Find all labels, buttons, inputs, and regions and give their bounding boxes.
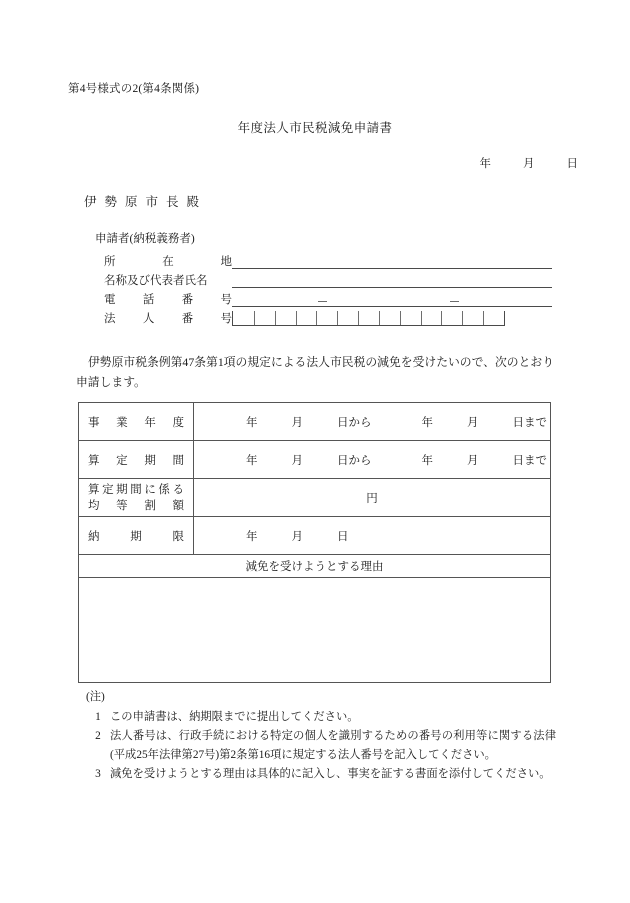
due-date-value-cell[interactable] — [194, 517, 551, 555]
calc-from-year: 年 — [246, 454, 258, 467]
corporate-number-cell-divider — [483, 311, 484, 325]
applicant-address-label: 所在地 — [104, 256, 232, 268]
calculation-period-label: 算定期間 — [88, 454, 184, 467]
note-text-3: 減免を受けようとする理由は具体的に記入し、事実を証する書面を添付してください。 — [110, 768, 551, 780]
calculation-period-value-cell[interactable] — [194, 441, 551, 479]
corporate-number-boxes[interactable] — [232, 311, 505, 326]
applicant-phone-input[interactable] — [232, 290, 552, 307]
due-date-label: 納期限 — [88, 530, 184, 543]
table-row-percapita-amount — [79, 479, 551, 517]
corporate-number-cell-divider — [400, 311, 401, 325]
corporate-number-cell-divider — [337, 311, 338, 325]
notes-title: (注) — [86, 691, 105, 703]
calc-to-month: 月 — [467, 454, 479, 467]
fiscal-year-value-cell[interactable] — [194, 403, 551, 441]
application-details-table — [78, 402, 551, 683]
corporate-number-cell-divider — [316, 311, 317, 325]
reason-textarea[interactable] — [79, 578, 551, 683]
applicant-address-input[interactable] — [232, 252, 552, 269]
calculation-period-label-cell — [79, 441, 194, 479]
fiscal-year-from-month: 月 — [291, 416, 303, 429]
note-text-1: この申請書は、納期限までに提出してください。 — [110, 711, 359, 723]
applicant-corporate-number-label: 法人番号 — [104, 313, 232, 325]
corporate-number-cell-divider — [379, 311, 380, 325]
note-item-3 — [86, 765, 556, 784]
due-date-fields — [194, 528, 550, 544]
applicant-address-row — [104, 252, 552, 271]
request-paragraph — [76, 352, 554, 392]
phone-dash-1-icon — [318, 301, 327, 302]
fiscal-year-to-day: 日まで — [512, 416, 547, 429]
note-number-1: 1 — [95, 711, 101, 723]
table-row-calculation-period — [79, 441, 551, 479]
table-row-due-date — [79, 517, 551, 555]
fiscal-year-to-month: 月 — [467, 416, 479, 429]
fiscal-year-from-day: 日から — [337, 416, 372, 429]
table-row-fiscal-year — [79, 403, 551, 441]
applicant-name-input[interactable] — [232, 271, 552, 288]
fiscal-year-from-year: 年 — [246, 416, 258, 429]
document-date-line — [0, 155, 578, 171]
fiscal-year-label: 事業年度 — [88, 416, 184, 429]
page-title: 年度法人市民税減免申請書 — [237, 121, 393, 135]
percapita-amount-unit: 円 — [366, 492, 378, 505]
date-day-label: 日 — [566, 158, 578, 170]
corporate-number-cell-divider — [275, 311, 276, 325]
addressee-label: 伊勢原市長殿 — [84, 195, 208, 209]
corporate-number-cell-divider — [462, 311, 463, 325]
corporate-number-cell-divider — [296, 311, 297, 325]
applicant-phone-row — [104, 290, 552, 309]
calc-to-day: 日まで — [512, 454, 547, 467]
table-row-reason-header — [79, 555, 551, 578]
applicant-name-row — [104, 271, 552, 290]
due-date-year: 年 — [246, 530, 258, 543]
calc-from-month: 月 — [291, 454, 303, 467]
fiscal-year-label-cell — [79, 403, 194, 441]
calc-to-year: 年 — [421, 454, 433, 467]
phone-dash-2-icon — [450, 301, 459, 302]
percapita-amount-value-cell[interactable] — [194, 479, 551, 517]
date-year-label: 年 — [479, 158, 491, 170]
calc-from-day: 日から — [337, 454, 372, 467]
note-item-1 — [86, 708, 556, 727]
percapita-amount-label-line2: 均等割額 — [88, 499, 184, 512]
corporate-number-cell-divider — [441, 311, 442, 325]
corporate-number-cell-divider — [421, 311, 422, 325]
note-item-2 — [86, 727, 556, 765]
fiscal-year-range — [194, 414, 550, 430]
percapita-amount-label-cell — [79, 479, 194, 517]
note-text-2: 法人番号は、行政手続における特定の個人を識別するための番号の利用等に関する法律(平成25年法律第27号)第2条第16項に規定する法人番号を記入してください。 — [110, 730, 556, 761]
calculation-period-range — [194, 452, 550, 468]
due-date-day: 日 — [337, 530, 349, 543]
note-number-2: 2 — [95, 730, 101, 742]
due-date-month: 月 — [291, 530, 303, 543]
applicant-phone-label: 電話番号 — [104, 294, 232, 306]
percapita-amount-label-line1: 算定期間に係る — [88, 483, 184, 496]
due-date-label-cell — [79, 517, 194, 555]
corporate-number-cell-divider — [358, 311, 359, 325]
note-number-3: 3 — [95, 768, 101, 780]
request-paragraph-line2: 申請します。 — [76, 375, 146, 389]
applicant-corporate-number-row — [104, 310, 505, 329]
request-paragraph-line1: 伊勢原市税条例第47条第1項の規定による法人市民税の減免を受けたいので、次のとおり — [88, 355, 554, 369]
corporate-number-cell-divider — [254, 311, 255, 325]
applicant-name-label: 名称及び代表者氏名 — [104, 275, 208, 287]
date-month-label: 月 — [523, 158, 535, 170]
fiscal-year-to-year: 年 — [421, 416, 433, 429]
table-row-reason-body — [79, 578, 551, 683]
applicant-section-label: 申請者(納税義務者) — [95, 233, 195, 245]
notes-section — [86, 688, 556, 784]
form-code-label: 第4号様式の2(第4条関係) — [68, 83, 200, 95]
reason-header-cell: 減免を受けようとする理由 — [79, 555, 551, 578]
